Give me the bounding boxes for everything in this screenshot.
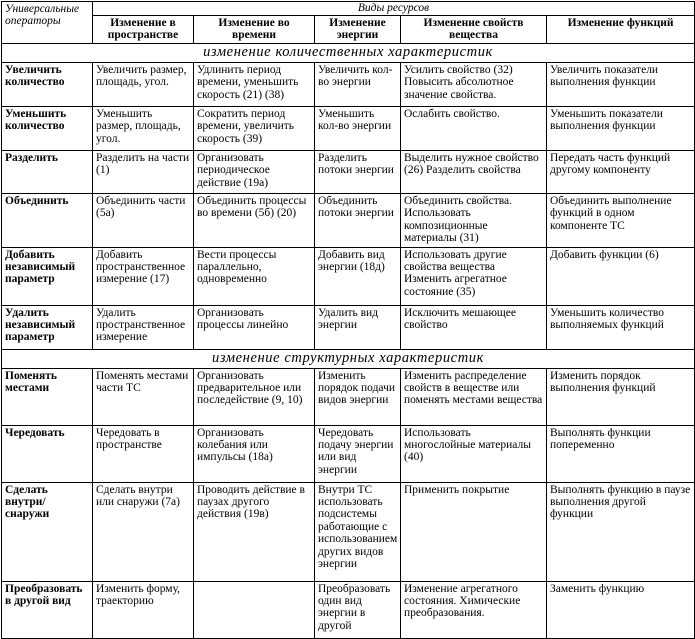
table-cell: Организовать процессы линейно — [194, 305, 315, 349]
table-cell: Чередовать в пространстве — [93, 425, 194, 482]
table-cell: Использовать другие свойства вещества Изменить агрегатное состояние (35) — [401, 247, 547, 305]
table-cell: Изменить форму, траекторию — [93, 581, 194, 638]
table-cell: Организовать периодическое действие (19а) — [194, 151, 315, 194]
table-cell: Добавить вид энергии (18д) — [315, 247, 401, 305]
table-row — [2, 247, 695, 305]
table-cell: Преобразовать один вид энергии в другой — [315, 581, 401, 638]
table-cell: Применить покрытие — [401, 482, 547, 581]
table-cell: Использовать многослойные материалы (40) — [401, 425, 547, 482]
table-cell: Объединить потоки энергии — [315, 194, 401, 248]
section-structural: изменение структурных характеристик — [2, 349, 695, 368]
operator-cell: Разделить — [2, 151, 93, 194]
table-row — [2, 581, 695, 638]
resources-header: Виды ресурсов — [93, 2, 695, 16]
table-cell: Изменение агрегатного состояния. Химические преобразования. — [401, 581, 547, 638]
table-row — [2, 305, 695, 349]
operator-cell: Увеличить количество — [2, 63, 93, 107]
table-cell: Заменить функцию — [547, 581, 695, 638]
table-row — [2, 425, 695, 482]
table-cell: Увеличить размер, площадь, угол. — [93, 63, 194, 107]
table-cell: Внутри ТС использовать подсистемы работающие с использованием других видов энергии — [315, 482, 401, 581]
table-cell: Добавить функции (6) — [547, 247, 695, 305]
table-cell: Удалить пространственное измерение — [93, 305, 194, 349]
col-header-functions: Изменение функций — [547, 16, 695, 44]
table-cell: Усилить свойство (32) Повысить абсолютное значение свойства. — [401, 63, 547, 107]
table-cell: Разделить потоки энергии — [315, 151, 401, 194]
col-header-time: Изменение во времени — [194, 16, 315, 44]
operator-cell: Поменять местами — [2, 368, 93, 425]
resources-operators-table — [1, 1, 695, 639]
table-cell: Увеличить кол-во энергии — [315, 63, 401, 107]
table-cell: Уменьшить размер, площадь, угол. — [93, 107, 194, 151]
table-cell: Удлинить период времени, уменьшить скорость (21) (38) — [194, 63, 315, 107]
table-cell: Чередовать подачу энергии или вид энергии — [315, 425, 401, 482]
col-header-energy: Изменение энергии — [315, 16, 401, 44]
table-cell: Поменять местами части ТС — [93, 368, 194, 425]
table-cell: Выделить нужное свойство (26) Разделить свойства — [401, 151, 547, 194]
table-row — [2, 368, 695, 425]
table-cell: Передать часть функций другому компоненту — [547, 151, 695, 194]
table-cell — [194, 581, 315, 638]
table-cell: Организовать предварительное или последействие (9, 10) — [194, 368, 315, 425]
col-header-substance: Изменение свойств вещества — [401, 16, 547, 44]
table-cell: Уменьшить показатели выполнения функции — [547, 107, 695, 151]
table-cell: Изменить распределение свойств в веществе или поменять местами вещества — [401, 368, 547, 425]
operator-cell: Уменьшить количество — [2, 107, 93, 151]
table-row — [2, 63, 695, 107]
table-cell: Изменить порядок подачи видов энергии — [315, 368, 401, 425]
table-cell: Удалить вид энергии — [315, 305, 401, 349]
operator-cell: Преобразовать в другой вид — [2, 581, 93, 638]
table-cell: Организовать колебания или импульсы (18а) — [194, 425, 315, 482]
table-row — [2, 194, 695, 248]
operator-cell: Сделать внутри/снаружи — [2, 482, 93, 581]
table-cell: Уменьшить количество выполняемых функций — [547, 305, 695, 349]
table-cell: Сократить период времени, увеличить скорость (39) — [194, 107, 315, 151]
table-cell: Сделать внутри или снаружи (7а) — [93, 482, 194, 581]
table-cell: Выполнять функции попеременно — [547, 425, 695, 482]
section-quantitative: изменение количественных характеристик — [2, 44, 695, 63]
table-cell: Проводить действие в паузах другого действия (19в) — [194, 482, 315, 581]
table-cell: Изменить порядок выполнения функций — [547, 368, 695, 425]
table-row — [2, 482, 695, 581]
table-row — [2, 151, 695, 194]
operator-cell: Объединить — [2, 194, 93, 248]
corner-header: Универсальные операторы — [2, 2, 93, 44]
table-cell: Объединить процессы во времени (5б) (20) — [194, 194, 315, 248]
table-cell: Объединить выполнение функций в одном компоненте ТС — [547, 194, 695, 248]
table-cell: Уменьшить кол-во энергии — [315, 107, 401, 151]
table-cell: Объединить свойства. Использовать композиционные материалы (31) — [401, 194, 547, 248]
table-cell: Добавить пространственное измерение (17) — [93, 247, 194, 305]
table-cell: Выполнять функцию в паузе выполнения другой функции — [547, 482, 695, 581]
operator-cell: Удалить независимый параметр — [2, 305, 93, 349]
table-cell: Исключить мешающее свойство — [401, 305, 547, 349]
col-header-space: Изменение в пространстве — [93, 16, 194, 44]
table-cell: Объединить части (5а) — [93, 194, 194, 248]
operator-cell: Добавить независимый параметр — [2, 247, 93, 305]
table-cell: Разделить на части (1) — [93, 151, 194, 194]
operator-cell: Чередовать — [2, 425, 93, 482]
table-row — [2, 107, 695, 151]
table-cell: Ослабить свойство. — [401, 107, 547, 151]
table-cell: Увеличить показатели выполнения функции — [547, 63, 695, 107]
table-cell: Вести процессы параллельно, одновременно — [194, 247, 315, 305]
